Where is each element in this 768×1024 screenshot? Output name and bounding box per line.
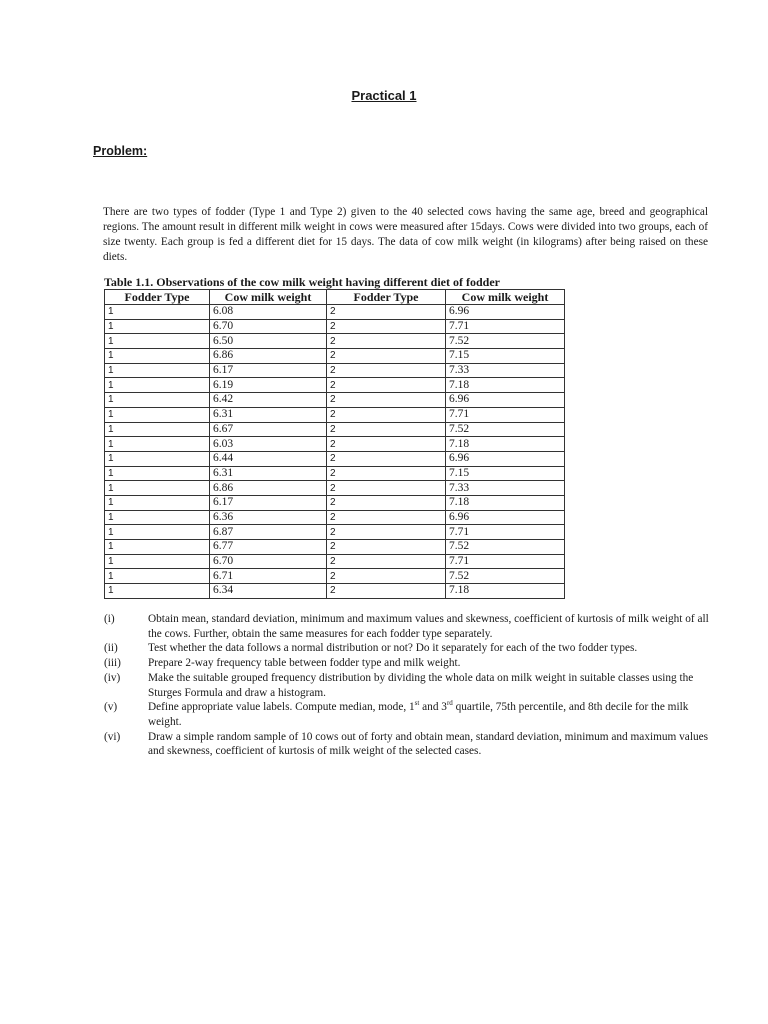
cell-milk-weight: 6.96: [446, 510, 565, 525]
cell-milk-weight: 6.17: [210, 363, 327, 378]
question-number: (v): [104, 701, 118, 714]
question-text-part: quartile, 75th percentile, and 8th decile for the milk weight.: [148, 701, 689, 728]
cell-milk-weight: 7.52: [446, 422, 565, 437]
cell-milk-weight: 7.15: [446, 466, 565, 481]
header-fodder-type-1: Fodder Type: [105, 290, 210, 305]
cell-milk-weight: 6.31: [210, 407, 327, 422]
cell-fodder-type: 2: [327, 393, 446, 408]
cell-fodder-type: 2: [327, 319, 446, 334]
table-row: [105, 437, 565, 452]
ordinal-suffix: st: [414, 699, 420, 708]
question-text-part: Define appropriate value labels. Compute median, mode, 1: [148, 701, 415, 714]
cell-fodder-type: 2: [327, 349, 446, 364]
cell-milk-weight: 6.77: [210, 540, 327, 555]
cell-milk-weight: 7.33: [446, 481, 565, 496]
cell-fodder-type: 1: [105, 319, 210, 334]
question-list: [104, 612, 709, 759]
table-row: [105, 319, 565, 334]
table-row: [105, 407, 565, 422]
question-number: (iv): [104, 671, 121, 684]
table-body: [105, 305, 565, 599]
question-item: [104, 612, 709, 641]
table-row: [105, 466, 565, 481]
problem-heading: Problem:: [93, 144, 148, 158]
table-row: [105, 525, 565, 540]
cell-fodder-type: 2: [327, 378, 446, 393]
cell-fodder-type: 1: [105, 407, 210, 422]
cell-milk-weight: 6.44: [210, 451, 327, 466]
cell-fodder-type: 2: [327, 451, 446, 466]
table-row: [105, 554, 565, 569]
cell-milk-weight: 6.86: [210, 481, 327, 496]
cell-milk-weight: 7.71: [446, 554, 565, 569]
cell-fodder-type: 1: [105, 334, 210, 349]
cell-fodder-type: 1: [105, 349, 210, 364]
cell-fodder-type: 2: [327, 437, 446, 452]
cell-milk-weight: 6.03: [210, 437, 327, 452]
header-milk-weight-1: Cow milk weight: [210, 290, 327, 305]
cell-fodder-type: 1: [105, 363, 210, 378]
cell-fodder-type: 2: [327, 569, 446, 584]
question-number: (i): [104, 613, 115, 625]
question-number: (ii): [104, 642, 118, 655]
cell-fodder-type: 2: [327, 554, 446, 569]
cell-milk-weight: 6.87: [210, 525, 327, 540]
cell-fodder-type: 1: [105, 422, 210, 437]
cell-milk-weight: 7.71: [446, 525, 565, 540]
cell-fodder-type: 2: [327, 540, 446, 555]
table-header-row: [105, 290, 565, 305]
cell-fodder-type: 1: [105, 495, 210, 510]
cell-fodder-type: 1: [105, 305, 210, 320]
cell-fodder-type: 1: [105, 584, 210, 599]
cell-milk-weight: 6.96: [446, 305, 565, 320]
question-item: [104, 671, 709, 700]
table-row: [105, 393, 565, 408]
cell-milk-weight: 6.71: [210, 569, 327, 584]
table-row: [105, 510, 565, 525]
cell-milk-weight: 7.18: [446, 495, 565, 510]
question-text: Make the suitable grouped frequency distribution by dividing the whole data on milk weight in suitable classes using the Sturges Formula and draw a histogram.: [148, 671, 694, 699]
cell-milk-weight: 6.86: [210, 349, 327, 364]
table-row: [105, 305, 565, 320]
cell-milk-weight: 6.17: [210, 495, 327, 510]
question-item: [104, 700, 709, 729]
cell-milk-weight: 6.31: [210, 466, 327, 481]
cell-fodder-type: 1: [105, 510, 210, 525]
ordinal-suffix: rd: [446, 699, 453, 708]
cell-milk-weight: 6.96: [446, 393, 565, 408]
header-milk-weight-2: Cow milk weight: [446, 290, 565, 305]
question-item: [104, 656, 709, 671]
page-title: Practical 1: [351, 88, 417, 103]
question-number: (vi): [104, 730, 121, 743]
milk-weight-table: [104, 289, 565, 599]
cell-fodder-type: 2: [327, 407, 446, 422]
intro-paragraph: There are two types of fodder (Type 1 and Type 2) given to the 40 selected cows having the same age, breed and geographical regions. The amount result in different milk weight in cows were measured after 15days. Cows were divided into two groups, each of size twenty. Each group is fed a different diet for 15 days. The data of cow milk weight (in kilograms) after being raised on these diets.: [103, 206, 708, 263]
cell-fodder-type: 1: [105, 393, 210, 408]
cell-milk-weight: 7.15: [446, 349, 565, 364]
cell-fodder-type: 2: [327, 305, 446, 320]
cell-milk-weight: 6.42: [210, 393, 327, 408]
cell-fodder-type: 2: [327, 525, 446, 540]
cell-fodder-type: 1: [105, 451, 210, 466]
cell-fodder-type: 2: [327, 422, 446, 437]
header-fodder-type-2: Fodder Type: [327, 290, 446, 305]
cell-fodder-type: 2: [327, 481, 446, 496]
table-row: [105, 422, 565, 437]
cell-fodder-type: 2: [327, 466, 446, 481]
question-number: (iii): [104, 657, 121, 670]
cell-milk-weight: 7.18: [446, 584, 565, 599]
table-row: [105, 451, 565, 466]
question-item: [104, 641, 709, 656]
cell-milk-weight: 7.52: [446, 334, 565, 349]
cell-milk-weight: 7.71: [446, 319, 565, 334]
table-row: [105, 495, 565, 510]
cell-fodder-type: 1: [105, 569, 210, 584]
table-row: [105, 349, 565, 364]
cell-milk-weight: 7.52: [446, 540, 565, 555]
cell-fodder-type: 2: [327, 334, 446, 349]
cell-milk-weight: 6.34: [210, 584, 327, 599]
cell-milk-weight: 7.33: [446, 363, 565, 378]
cell-milk-weight: 6.50: [210, 334, 327, 349]
question-text-part: and 3: [419, 701, 447, 714]
cell-fodder-type: 2: [327, 363, 446, 378]
cell-fodder-type: 1: [105, 525, 210, 540]
cell-fodder-type: 1: [105, 378, 210, 393]
cell-fodder-type: 2: [327, 510, 446, 525]
table-row: [105, 363, 565, 378]
question-text: Obtain mean, standard deviation, minimum and maximum values and skewness, coefficient of kurtosis of milk weight of all the cows. Further, obtain the same measures for each fodder type separately.: [148, 613, 709, 640]
table-row: [105, 481, 565, 496]
cell-milk-weight: 6.70: [210, 554, 327, 569]
cell-milk-weight: 6.70: [210, 319, 327, 334]
cell-milk-weight: 6.67: [210, 422, 327, 437]
question-item: [104, 730, 709, 759]
table-row: [105, 334, 565, 349]
cell-fodder-type: 1: [105, 540, 210, 555]
cell-fodder-type: 2: [327, 495, 446, 510]
cell-fodder-type: 1: [105, 481, 210, 496]
table-row: [105, 584, 565, 599]
cell-fodder-type: 1: [105, 437, 210, 452]
question-text: Prepare 2-way frequency table between fodder type and milk weight.: [148, 657, 461, 670]
cell-milk-weight: 6.96: [446, 451, 565, 466]
question-text: Test whether the data follows a normal distribution or not? Do it separately for each of the two fodder types.: [148, 642, 638, 655]
cell-milk-weight: 7.71: [446, 407, 565, 422]
cell-milk-weight: 6.36: [210, 510, 327, 525]
table-caption: Table 1.1. Observations of the cow milk weight having different diet of fodder: [104, 275, 500, 289]
cell-fodder-type: 1: [105, 466, 210, 481]
cell-milk-weight: 7.52: [446, 569, 565, 584]
cell-fodder-type: 1: [105, 554, 210, 569]
table-row: [105, 569, 565, 584]
table-row: [105, 378, 565, 393]
cell-fodder-type: 2: [327, 584, 446, 599]
question-text: Draw a simple random sample of 10 cows out of forty and obtain mean, standard deviation, minimum and maximum values and skewness, coefficient of kurtosis of milk weight of the selected cases.: [148, 730, 709, 758]
cell-milk-weight: 7.18: [446, 437, 565, 452]
question-text: [148, 700, 709, 729]
cell-milk-weight: 6.08: [210, 305, 327, 320]
table-row: [105, 540, 565, 555]
cell-milk-weight: 7.18: [446, 378, 565, 393]
cell-milk-weight: 6.19: [210, 378, 327, 393]
